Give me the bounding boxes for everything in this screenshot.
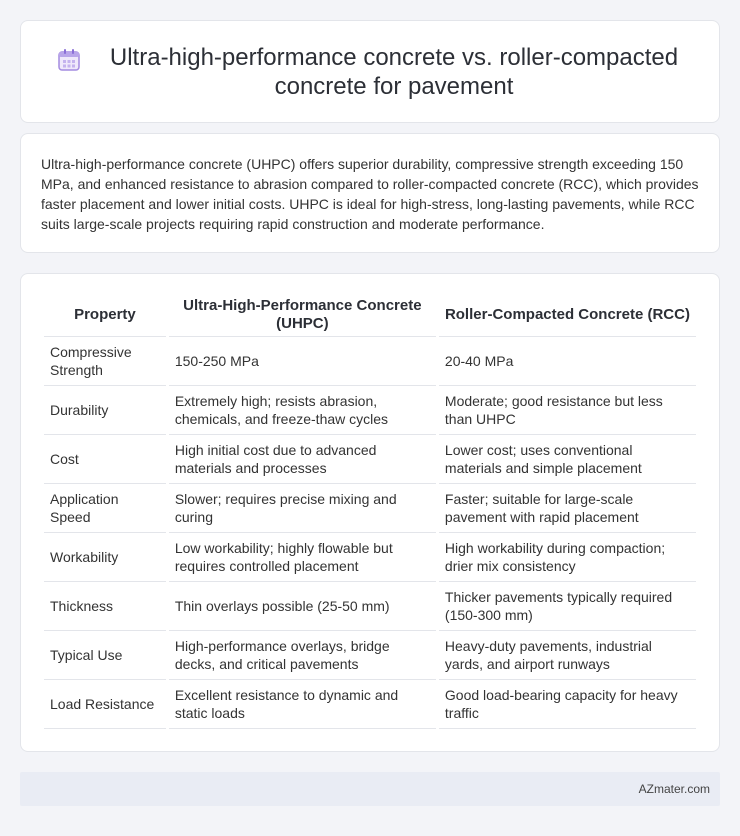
property-cell: Cost: [44, 435, 166, 484]
rcc-cell: 20-40 MPa: [439, 337, 696, 386]
table-row: [44, 680, 696, 729]
property-cell: Workability: [44, 533, 166, 582]
table-row: [44, 386, 696, 435]
rcc-cell: Faster; suitable for large-scale pavement with rapid placement: [439, 484, 696, 533]
rcc-cell: Heavy-duty pavements, industrial yards, and airport runways: [439, 631, 696, 680]
footer-brand-link[interactable]: AZmater.com: [638, 782, 710, 796]
rcc-cell: Thicker pavements typically required (150-300 mm): [439, 582, 696, 631]
rcc-cell: Moderate; good resistance but less than UHPC: [439, 386, 696, 435]
table-row: [44, 484, 696, 533]
uhpc-cell: High initial cost due to advanced materials and processes: [169, 435, 436, 484]
uhpc-cell: High-performance overlays, bridge decks, and critical pavements: [169, 631, 436, 680]
summary-paragraph: Ultra-high-performance concrete (UHPC) offers superior durability, compressive strength exceeding 150 MPa, and enhanced resistance to abrasion compared to roller-compacted concrete (RCC), which provides faster placement and lower initial costs. UHPC is ideal for high-stress, long-lasting pavements, while RCC suits large-scale projects requiring rapid construction and moderate performance.: [41, 156, 699, 232]
title-card: [20, 20, 720, 123]
comparison-table: [41, 294, 699, 729]
uhpc-cell: Extremely high; resists abrasion, chemicals, and freeze-thaw cycles: [169, 386, 436, 435]
header-uhpc: Ultra-High-Performance Concrete (UHPC): [169, 294, 436, 337]
calendar-icon: [56, 47, 82, 73]
footer-bar: [20, 772, 720, 806]
table-row: [44, 337, 696, 386]
property-cell: Durability: [44, 386, 166, 435]
header-rcc: Roller-Compacted Concrete (RCC): [439, 294, 696, 337]
table-row: [44, 582, 696, 631]
uhpc-cell: Excellent resistance to dynamic and static loads: [169, 680, 436, 729]
uhpc-cell: Slower; requires precise mixing and curing: [169, 484, 436, 533]
property-cell: Thickness: [44, 582, 166, 631]
rcc-cell: Lower cost; uses conventional materials and simple placement: [439, 435, 696, 484]
rcc-cell: High workability during compaction; drier mix consistency: [439, 533, 696, 582]
property-cell: Typical Use: [44, 631, 166, 680]
comparison-table-card: [20, 273, 720, 752]
table-row: [44, 631, 696, 680]
uhpc-cell: 150-250 MPa: [169, 337, 436, 386]
property-cell: Application Speed: [44, 484, 166, 533]
property-cell: Load Resistance: [44, 680, 166, 729]
uhpc-cell: Low workability; highly flowable but requires controlled placement: [169, 533, 436, 582]
property-cell: Compressive Strength: [44, 337, 166, 386]
table-row: [44, 435, 696, 484]
page-title: Ultra-high-performance concrete vs. roller-compacted concrete for pavement: [109, 43, 679, 100]
uhpc-cell: Thin overlays possible (25-50 mm): [169, 582, 436, 631]
summary-card: [20, 133, 720, 253]
rcc-cell: Good load-bearing capacity for heavy traffic: [439, 680, 696, 729]
title-wrap: [21, 21, 719, 122]
table-header-row: [44, 294, 696, 337]
table-row: [44, 533, 696, 582]
header-property: Property: [44, 294, 166, 337]
